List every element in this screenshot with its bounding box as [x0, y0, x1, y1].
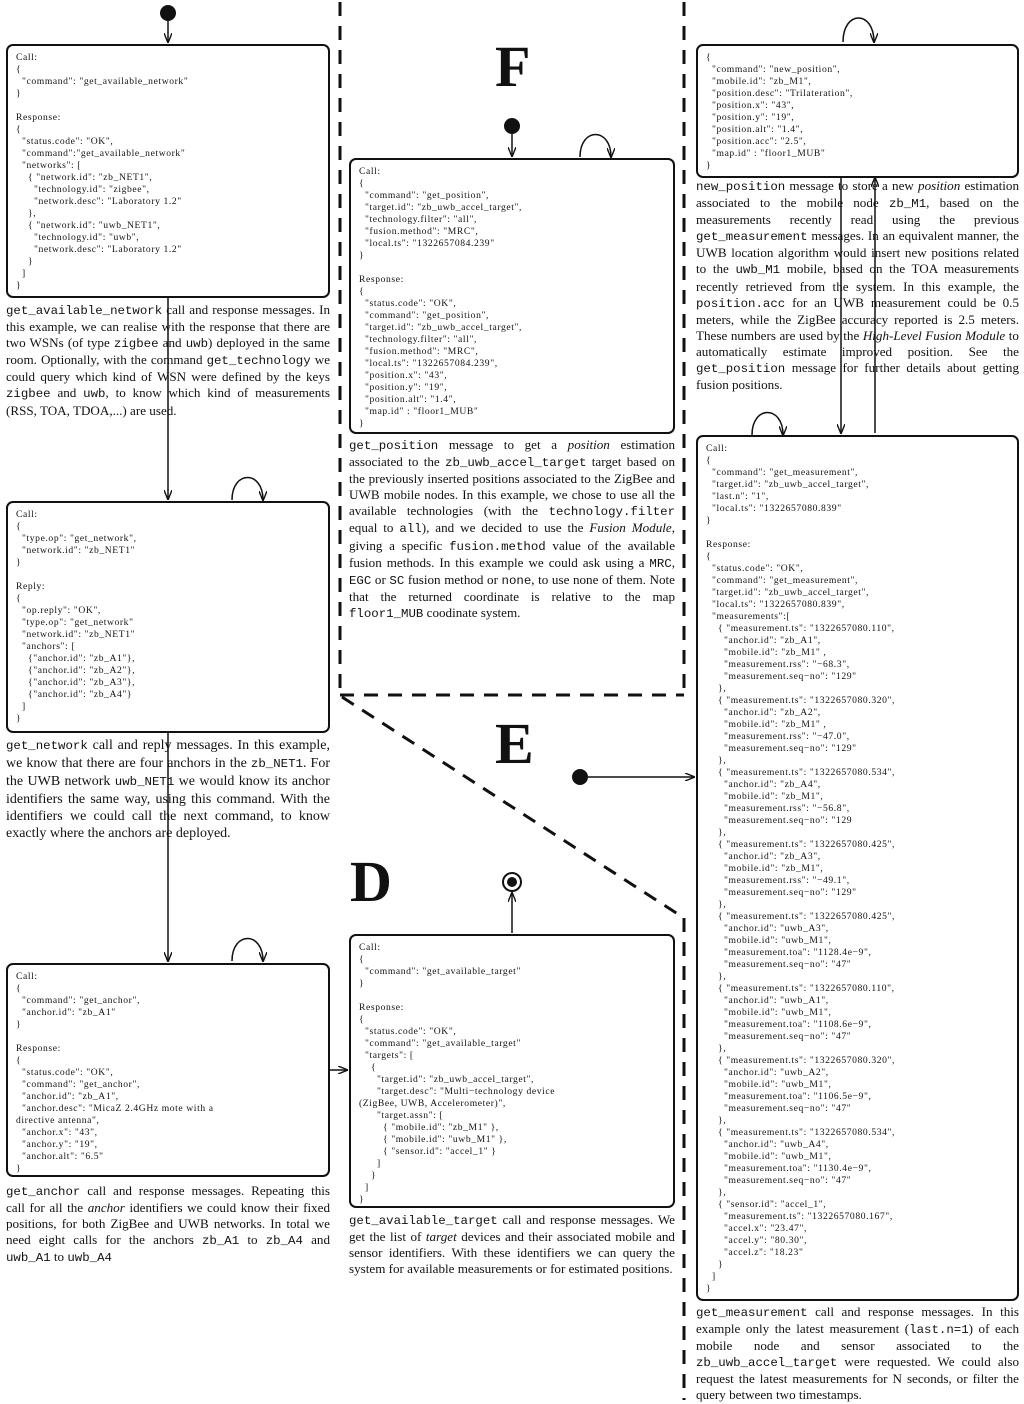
caption-segment: ) of each mobile node and sensor associated to the: [696, 1321, 1019, 1354]
new-position-code: { "command": "new_position", "mobile.id": "zb_M1", "position.desc": "Trilateration", "position.x": "43", "position.y": "19", "position.alt": "1.4", "position.acc": "2.5", "map.id" : "floor1_MUB" }: [706, 52, 853, 171]
caption-segment: get_available_network: [6, 304, 163, 318]
caption-segment: and: [50, 385, 84, 401]
caption-segment: uwb_A4: [67, 1251, 112, 1266]
caption-segment: get_measurement: [696, 230, 808, 245]
caption-segment: call and response messages. In this example only the latest measurement (: [696, 1304, 1019, 1337]
caption-segment: zb_uwb_accel_target: [696, 1356, 838, 1371]
caption-segment: get_technology: [206, 354, 311, 369]
self-loop-network: [232, 478, 263, 501]
caption-segment: value of the available fusion methods. In this example we could ask using a: [349, 537, 676, 570]
caption-segment: coodinate system.: [423, 604, 521, 620]
caption-segment: SC: [389, 573, 405, 588]
caption-segment: devices and their associated mobile and sensor identifiers. With these identifiers we can query the system for available measurements or for estimated positions.: [349, 1229, 675, 1277]
caption-segment: new_position: [696, 180, 786, 194]
get-available-network-caption: [6, 302, 330, 419]
caption-segment: and: [158, 335, 186, 351]
caption-segment: , giving a specific: [349, 520, 675, 553]
caption-segment: estimation associated to the: [349, 437, 676, 470]
caption-segment: we would know its anchor identifiers the same way, using this command. With the identifiers we could call the next command, to know exactly where the anchors are deployed.: [6, 774, 330, 841]
caption-segment: equal to: [349, 520, 400, 536]
get-anchor-caption: [6, 1183, 330, 1266]
get-anchor-box: [6, 963, 330, 1177]
caption-segment: fusion method or: [404, 571, 502, 587]
self-loop-new-position: [843, 18, 874, 42]
caption-segment: to: [50, 1249, 68, 1265]
caption-segment: all: [399, 522, 422, 537]
self-loop-position: [580, 135, 611, 158]
caption-segment: we could query which kind of WSN were defined by the keys: [6, 352, 330, 385]
get-available-target-box: [349, 934, 675, 1208]
caption-segment: message to get a: [438, 437, 568, 452]
caption-segment: , to use none of them. Note that the returned coordinate is relative to the map: [349, 571, 675, 604]
caption-segment: technology.filter: [548, 505, 675, 520]
caption-segment: get_anchor: [6, 1185, 81, 1199]
caption-segment: call and response messages. In this example, we can realise with the response that there are two WSNs (of type: [6, 302, 330, 351]
get-measurement-box: [696, 435, 1019, 1301]
get-available-network-code: Call: { "command": "get_available_network" } Response: { "status.code": "OK", "command":"get_available_network" "networks": [ { "network.id": "zb_NET1", "technology.id": "zigbee", "network.desc": "Laboratory 1.2" }, { "network.id": "uwb_NET1", "technology.id": "uwb", "network.desc": "Laboratory 1.2" } ] }: [16, 52, 189, 291]
caption-segment: MRC: [649, 556, 672, 571]
caption-segment: target: [425, 1229, 457, 1245]
caption-segment: , based on the measurements recently read using the previous: [696, 195, 1019, 228]
caption-segment: uwb_NET1: [114, 775, 175, 789]
caption-segment: get_position: [349, 439, 439, 453]
caption-segment: call and response messages. Repeating this call for all the: [6, 1183, 330, 1216]
caption-segment: get_available_target: [349, 1214, 498, 1228]
caption-segment: position: [567, 437, 610, 452]
caption-segment: uwb_M1: [735, 263, 781, 278]
caption-segment: ) deployed in the same room. Optionally, with the command: [6, 335, 330, 368]
caption-segment: call and response messages. We get the list of: [349, 1212, 675, 1245]
caption-segment: zb_NET1: [250, 757, 303, 771]
caption-segment: message for further details about getting fusion positions.: [696, 360, 1019, 393]
get-network-code: Call: { "type.op": "get_network", "network.id": "zb_NET1" } Reply: { "op.reply": "OK", "type.op": "get_network" "network.id": "zb_NET1" "anchors": [ {"anchor.id": "zb_A1"}, {"anchor.id": "zb_A2"}, {"anchor.id": "zb_A3"}, {"anchor.id": "zb_A4"} ] }: [16, 509, 137, 724]
caption-segment: floor1_MUB: [349, 606, 424, 621]
self-loop-anchor: [232, 939, 263, 962]
caption-segment: Fusion Module: [589, 520, 672, 536]
caption-segment: EGC: [349, 573, 372, 588]
caption-segment: get_measurement: [696, 1306, 808, 1320]
caption-segment: position.acc: [696, 296, 786, 311]
caption-segment: uwb: [83, 387, 106, 402]
new-position-caption: [696, 178, 1019, 393]
section-letter-f: F: [495, 34, 531, 99]
caption-segment: messages. In an equivalent manner, the UWB location algorithm would insert new positions related to the: [696, 228, 1019, 277]
start-node-position: [504, 118, 520, 134]
caption-segment: zigbee: [6, 387, 51, 402]
get-available-target-caption: [349, 1212, 675, 1277]
get-position-box: [349, 158, 675, 434]
section-letter-d: D: [350, 849, 392, 914]
caption-segment: anchor: [87, 1200, 125, 1216]
get-available-target-code: Call: { "command": "get_available_target" } Response: { "status.code": "OK", "command": "get_available_target" "targets": [ { "target.id": "zb_uwb_accel_target", "target.desc": "Multi−technology device (ZigBee, UWB, Accelerometer)", "target.assn": [ { "mobile.id": "zb_M1" }, { "mobile.id": "uwb_M1" }, { "sensor.id": "accel_1" } ] } ] }: [359, 942, 556, 1205]
caption-segment: mobile, based on the TOA measurements recently retrieved from the system. In this example, the: [696, 261, 1020, 294]
caption-segment: were requested. We could also request the latest measurements for N seconds, or filter the query between two timestamps.: [696, 1354, 1019, 1403]
get-measurement-code: Call: { "command": "get_measurement", "target.id": "zb_uwb_accel_target", "last.n": "1", "local.ts": "1322657080.839" } Response: { "status.code": "OK", "command": "get_measurement", "target.id": "zb_uwb_accel_target", "local.ts": "1322657080.839", "measurements":[ { "measurement.ts": "1322657080.110", "anchor.id": "zb_A1", "mobile.id": "zb_M1" , "measurement.rss": "−68.3", "measurement.seq−no": "129" }, { "measurement.ts": "1322657080.320", "anchor.id": "zb_A2", "mobile.id": "zb_M1" , "measurement.rss": "−47.0", "measurement.seq−no": "129" }, { "measurement.ts": "1322657080.534", "anchor.id": "zb_A4", "mobile.id": "zb_M1", "measurement.rss": "−56.8", "measurement.seq−no": "129 }, { "measurement.ts": "1322657080.425", "anchor.id": "zb_A3", "mobile.id": "zb_M1", "measurement.rss": "−49.1", "measurement.seq−no": "129" }, { "measurement.ts": "1322657080.425", "anchor.id": "uwb_A3", "mobile.id": "uwb_M1", "measurement.toa": "1128.4e−9", "measurement.seq−no": "47" }, { "measurement.ts": "1322657080.110", "anchor.id": "uwb_A1", "mobile.id": "uwb_M1", "measurement.toa": "1108.6e−9", "measurement.seq−no": "47" }, { "measurement.ts": "1322657080.320", "anchor.id": "uwb_A2", "mobile.id": "uwb_M1", "measurement.toa": "1106.5e−9", "measurement.seq−no": "47" }, { "measurement.ts": "1322657080.534", "anchor.id": "uwb_A4", "mobile.id": "uwb_M1", "measurement.toa": "1130.4e−9", "measurement.seq−no": "47" }, { "sensor.id": "accel_1", "measurement.ts": "1322657080.167", "accel.x": "23.47", "accel.y": "80.30", "accel.z": "18.23" } ] }: [706, 443, 896, 1294]
caption-segment: ,: [671, 554, 675, 570]
caption-segment: zb_uwb_accel_target: [445, 456, 587, 471]
caption-segment: to automatically estimate improved position. See the: [696, 327, 1019, 359]
caption-segment: zb_M1: [888, 197, 927, 212]
caption-segment: , to know which kind of measurements (RSS, TOA, TDOA,...) are used.: [6, 385, 331, 418]
caption-segment: get_network: [6, 739, 88, 753]
get-position-caption: [349, 437, 675, 622]
caption-segment: zigbee: [113, 337, 159, 352]
section-letter-e: E: [495, 711, 534, 776]
caption-segment: . For the UWB network: [6, 756, 330, 789]
caption-segment: zb_A4: [265, 1234, 303, 1249]
caption-segment: fusion.method: [449, 539, 546, 554]
caption-segment: uwb_A1: [6, 1251, 51, 1266]
start-node-top: [160, 5, 176, 21]
start-node-measurement: [572, 769, 588, 785]
caption-segment: to: [239, 1232, 266, 1248]
get-network-box: [6, 501, 330, 733]
caption-segment: target based on the previously inserted positions associated to the ZigBee and UWB mobile nodes. In this example, we chose to use all the available technologies (with the: [349, 454, 676, 519]
caption-segment: message to store a new: [785, 178, 919, 193]
get-measurement-caption: [696, 1304, 1019, 1404]
caption-segment: High-Level Fusion Module: [862, 327, 1006, 343]
caption-segment: get_position: [696, 362, 786, 377]
caption-segment: ), and we decided to use the: [421, 520, 590, 536]
caption-segment: last.n=1: [909, 1323, 969, 1338]
caption-segment: and: [302, 1232, 330, 1248]
new-position-box: [696, 44, 1019, 178]
caption-segment: call and reply messages. In this example, we know that there are four anchors in the: [6, 738, 330, 771]
get-network-caption: [6, 737, 330, 842]
caption-segment: position: [918, 178, 961, 193]
caption-segment: identifiers we could know their fixed positions, for both ZigBee and UWB networks. In total we need eight calls for the anchors: [6, 1200, 330, 1248]
self-loop-measurement: [752, 413, 783, 436]
caption-segment: for an UWB measurement could be 0.5 meters, while the ZigBee accuracy reported is 2.5 meters. These numbers are used by the: [696, 294, 1019, 343]
get-available-network-box: [6, 44, 330, 298]
caption-segment: estimation associated to the mobile node: [696, 178, 1019, 211]
caption-segment: or: [371, 571, 390, 587]
caption-segment: zb_A1: [201, 1234, 240, 1249]
get-anchor-code: Call: { "command": "get_anchor", "anchor.id": "zb_A1" } Response: { "status.code": "OK", "command": "get_anchor", "anchor.id": "zb_A1", "anchor.desc": "MicaZ 2.4GHz mote with a directive antenna", "anchor.x": "43", "anchor.y": "19", "anchor.alt": "6.5" }: [16, 971, 214, 1174]
caption-segment: uwb: [185, 337, 209, 352]
get-position-code: Call: { "command": "get_position", "target.id": "zb_uwb_accel_target", "technology.filter": "all", "fusion.method": "MRC", "local.ts": "1322657084.239" } Response: { "status.code": "OK", "command": "get_position", "target.id": "zb_uwb_accel_target", "technology.filter": "all", "fusion.method": "MRC", "local.ts": "1322657084.239", "position.x": "43", "position.y": "19", "position.alt": "1.4", "map.id" : "floor1_MUB" }: [359, 166, 522, 429]
caption-segment: none: [501, 573, 532, 588]
